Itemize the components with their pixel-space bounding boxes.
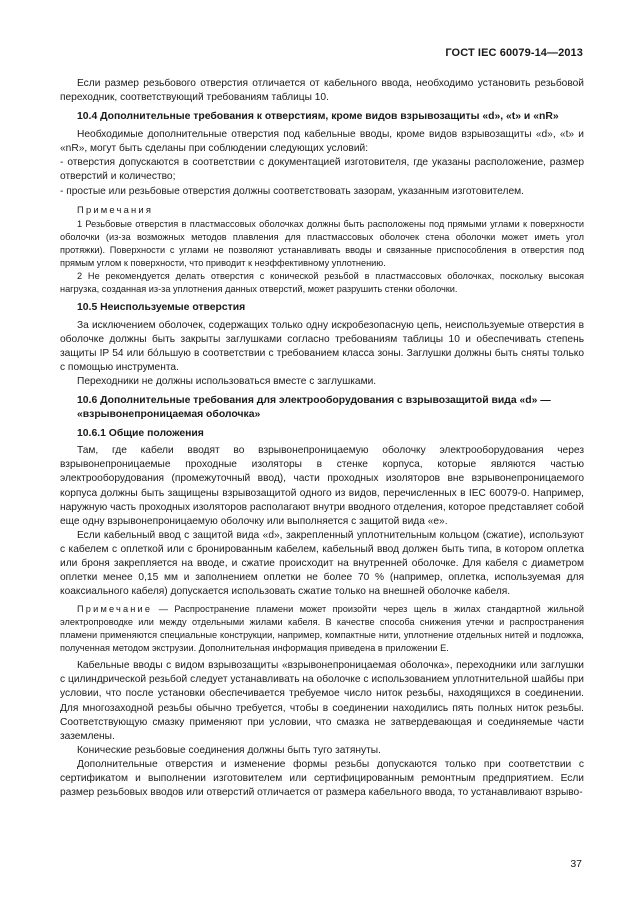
paragraph-10-5-b: Переходники не должны использоваться вместе с заглушками.: [77, 376, 377, 388]
paragraph-10-6-1-b: Если кабельный ввод с защитой вида «d», закрепленный уплотнительным кольцом (сжатие), используют с кабелем с оплеткой или с бронированным кабелем, кабельный ввод должен быть типа, в котором оплетка или броня закрепляется на вводе, и сжатие происходит на внутренней оболочке. Для кабеля с диаметром оплетки менее 0,15 мм и заполнением оплетки не более 70 % (например, оплетка, используемая для коаксиального кабеля) допускается использовать сжатие только на внешней оболочке кабеля.: [60, 529, 584, 598]
note-1: 1 Резьбовые отверстия в пластмассовых оболочках должны быть расположены под прямыми углами к поверхности оболочки (из-за возможных методов плавления для пластмассовых оболочек стена оболочки может иметь угол протяжки). Поверхности с углами не позволяют устанавливать вводы и связанные приспособления в отверстия под прямым углом к поверхности, что приводит к неэффективному уплотнению.: [60, 218, 584, 268]
paragraph-10-4-b: - отверстия допускаются в соответствии с документацией изготовителя, где указаны расположение, размер отверстий и количество;: [60, 157, 584, 183]
paragraph-10-6-1-c: Кабельные вводы с видом взрывозащиты «взрывонепроницаемая оболочка», переходники или заглушки с цилиндрической резьбой следует устанавливать на оболочке с использованием уплотнительной шайбы при условии, что после установки обеспечивается требуемое число ниток резьбы, находящихся в соединении. Для многозаходной резьбы обычно требуется, чтобы в соединении находились пять полных ниток резьбы. Соответствующую смазку применяют при условии, что смазка не затвердевающая и соединяемые части заземлены.: [60, 660, 584, 742]
note-2: 2 Не рекомендуется делать отверстия с конической резьбой в пластмассовых оболочках, поскольку высокая нагрузка, созданная из-за уплотнения данных отверстий, может разрушить стенки оболочки.: [60, 270, 584, 294]
paragraph-10-6-1-e: Дополнительные отверстия и изменение формы резьбы допускаются только при соответствии с сертификатом и выполнении изготовителем или сертифицированным ремонтным предприятием. Если размер резьбовых вводов или отверстий отличается от размера кабельного ввода, то устанавливают взрыво-: [60, 758, 584, 799]
paragraph-10-4-a: Необходимые дополнительные отверстия под кабельные вводы, кроме видов взрывозащиты «d», «t» и «nR», могут быть сделаны при соблюдении следующих условий:: [60, 129, 584, 155]
standard-header: ГОСТ IEC 60079-14—2013: [445, 47, 583, 59]
paragraph-intro: Если размер резьбового отверстия отличается от кабельного ввода, необходимо установить резьбовой переходник, соответствующий требованиям таблицы 10.: [60, 78, 584, 104]
heading-10-5: 10.5 Неиспользуемые отверстия: [77, 301, 246, 313]
heading-10-4: 10.4 Дополнительные требования к отверстиям, кроме видов взрывозащиты «d», «t» и «nR»: [77, 111, 559, 123]
heading-10-6: 10.6 Дополнительные требования для электрооборудования с взрывозащитой вида «d» — «взрывонепроницаемая оболочка»: [77, 395, 551, 421]
note-3: [60, 603, 584, 655]
note-3-label: Примечание: [77, 604, 153, 615]
paragraph-10-6-1-d: Конические резьбовые соединения должны быть туго затянуты.: [77, 744, 381, 756]
paragraph-10-4-c: - простые или резьбовые отверстия должны соответствовать зазорам, указанным изготовителем.: [60, 185, 524, 197]
notes-title: Примечания: [77, 203, 154, 215]
page-body: [60, 77, 584, 800]
page-number: 37: [570, 858, 582, 870]
paragraph-10-6-1-a: Там, где кабели вводят во взрывонепроницаемую оболочку электрооборудования через взрывонепроницаемые проходные изоляторы в стенке корпуса, которые являются частью электрооборудования (промежуточный ввод), части проходных изоляторов вне взрывонепроницаемого корпуса должны быть защищены взрывозащитой одного из видов, перечисленных в IEC 60079-0. Например, наружную часть проходных изоляторов располагают внутри вводного отделения, которое представляет собой еще одну взрывонепроницаемую оболочку или выполняется с защитой вида «е».: [60, 445, 584, 527]
note-3-text: — Распространение пламени может произойти через щель в жилах стандартной жильной электропроводке или между отдельными жилами кабеля. В качестве способа снижения утечки и распространения пламени применяются специальные конструкции, например, компактные нити, уплотнение отдельных нитей и подложка, полученная методом экструзии. Дополнительная информация приведена в приложении Е.: [60, 604, 584, 654]
heading-10-6-1: 10.6.1 Общие положения: [77, 428, 204, 440]
paragraph-10-5-a: За исключением оболочек, содержащих только одну искробезопасную цепь, неиспользуемые отверстия в оболочке должны быть закрыты заглушками согласно требованиям таблицы 10 и обеспечивать степень защиты IP 54 или бо́льшую в соответствии с требованием класса зоны. Заглушки должны быть сняты только с помощью инструмента.: [60, 319, 584, 374]
